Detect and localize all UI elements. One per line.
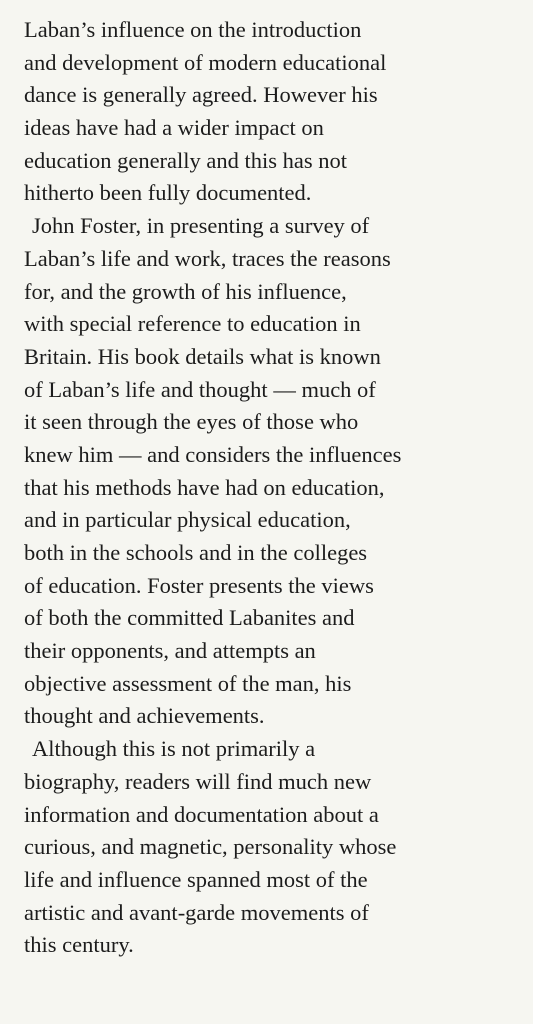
text-line: information and documentation about a — [24, 801, 379, 827]
text-line: education generally and this has not — [24, 147, 348, 173]
text-line: both in the schools and in the colleges — [24, 540, 368, 565]
text-line: knew him — and considers the influences — [24, 441, 402, 467]
text-line: thought and achievements. — [24, 703, 265, 729]
text-line: objective assessment of the man, his — [24, 670, 352, 696]
text-line: Although this is not primarily a — [32, 736, 316, 762]
text-line: and development of modern educational — [24, 49, 387, 75]
paragraph-survey — [24, 210, 523, 733]
text-line: of Laban’s life and thought — much of — [24, 376, 376, 402]
text-line: that his methods have had on education, — [24, 474, 385, 500]
text-line: curious, and magnetic, personality whose — [24, 834, 397, 860]
text-line: John Foster, in presenting a survey of — [32, 213, 370, 239]
text-line: of both the committed Labanites and — [24, 605, 355, 631]
text-line: biography, readers will find much new — [24, 768, 372, 794]
text-line: of education. Foster presents the views — [24, 572, 374, 598]
paragraph-biography — [24, 733, 523, 962]
text-line: it seen through the eyes of those who — [24, 409, 359, 435]
text-line: with special reference to education in — [24, 311, 361, 337]
text-line: this century. — [24, 932, 134, 958]
text-line: ideas have had a wider impact on — [24, 115, 324, 141]
text-line: Laban’s influence on the introduction — [24, 17, 362, 42]
paragraph-intro — [24, 14, 523, 210]
text-line: Britain. His book details what is known — [24, 343, 381, 369]
text-line: dance is generally agreed. However his — [24, 82, 378, 108]
text-line: and in particular physical education, — [24, 507, 351, 533]
text-line: for, and the growth of his influence, — [24, 278, 347, 304]
text-line: life and influence spanned most of the — [24, 866, 368, 892]
text-line: their opponents, and attempts an — [24, 638, 316, 664]
text-line: Laban’s life and work, traces the reasons — [24, 245, 391, 271]
text-line: hitherto been fully documented. — [24, 180, 312, 206]
text-line: artistic and avant-garde movements of — [24, 899, 369, 925]
